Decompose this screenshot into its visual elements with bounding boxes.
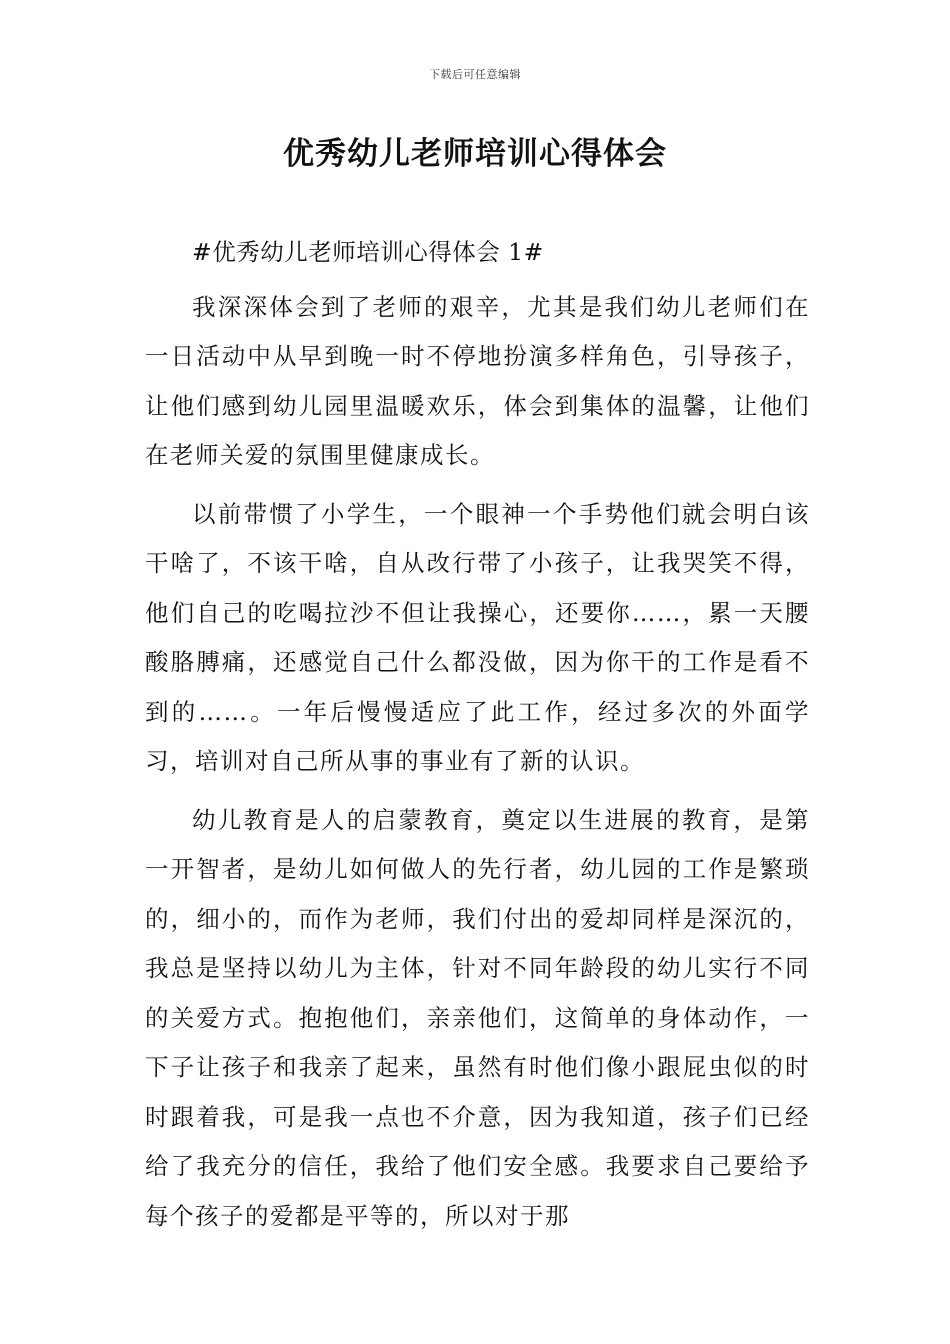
paragraph-2: 以前带惯了小学生，一个眼神一个手势他们就会明白该干啥了，不该干啥，自从改行带了小孩子，让我哭笑不得，他们自己的吃喝拉沙不但让我操心，还要你……，累一天腰酸胳膊痛，还感觉自己什么都没做，因为你干的工作是看不到的……。一年后慢慢适应了此工作，经过多次的外面学习，培训对自己所从事的事业有了新的认识。 <box>145 499 810 775</box>
paragraph-3: 幼儿教育是人的启蒙教育，奠定以生进展的教育，是第一开智者，是幼儿如何做人的先行者，幼儿园的工作是繁琐的，细小的，而作为老师，我们付出的爱却同样是深沉的，我总是坚持以幼儿为主体，针对不同年龄段的幼儿实行不同的关爱方式。抱抱他们，亲亲他们，这简单的身体动作，一下子让孩子和我亲了起来，虽然有时他们像小跟屁虫似的时时跟着我，可是我一点也不介意，因为我知道，孩子们已经给了我充分的信任，我给了他们安全感。我要求自己要给予每个孩子的爱都是平等的，所以对于那 <box>145 805 810 1230</box>
document-body <box>145 228 810 1241</box>
document-title: 优秀幼儿老师培训心得体会 <box>283 136 667 172</box>
header-note: 下载后可任意编辑 <box>429 68 521 81</box>
section-heading: #优秀幼儿老师培训心得体会 1# <box>192 238 544 266</box>
paragraph-1: 我深深体会到了老师的艰辛，尤其是我们幼儿老师们在一日活动中从早到晚一时不停地扮演多样角色，引导孩子，让他们感到幼儿园里温暖欢乐，体会到集体的温馨，让他们在老师关爱的氛围里健康成长。 <box>145 292 810 469</box>
